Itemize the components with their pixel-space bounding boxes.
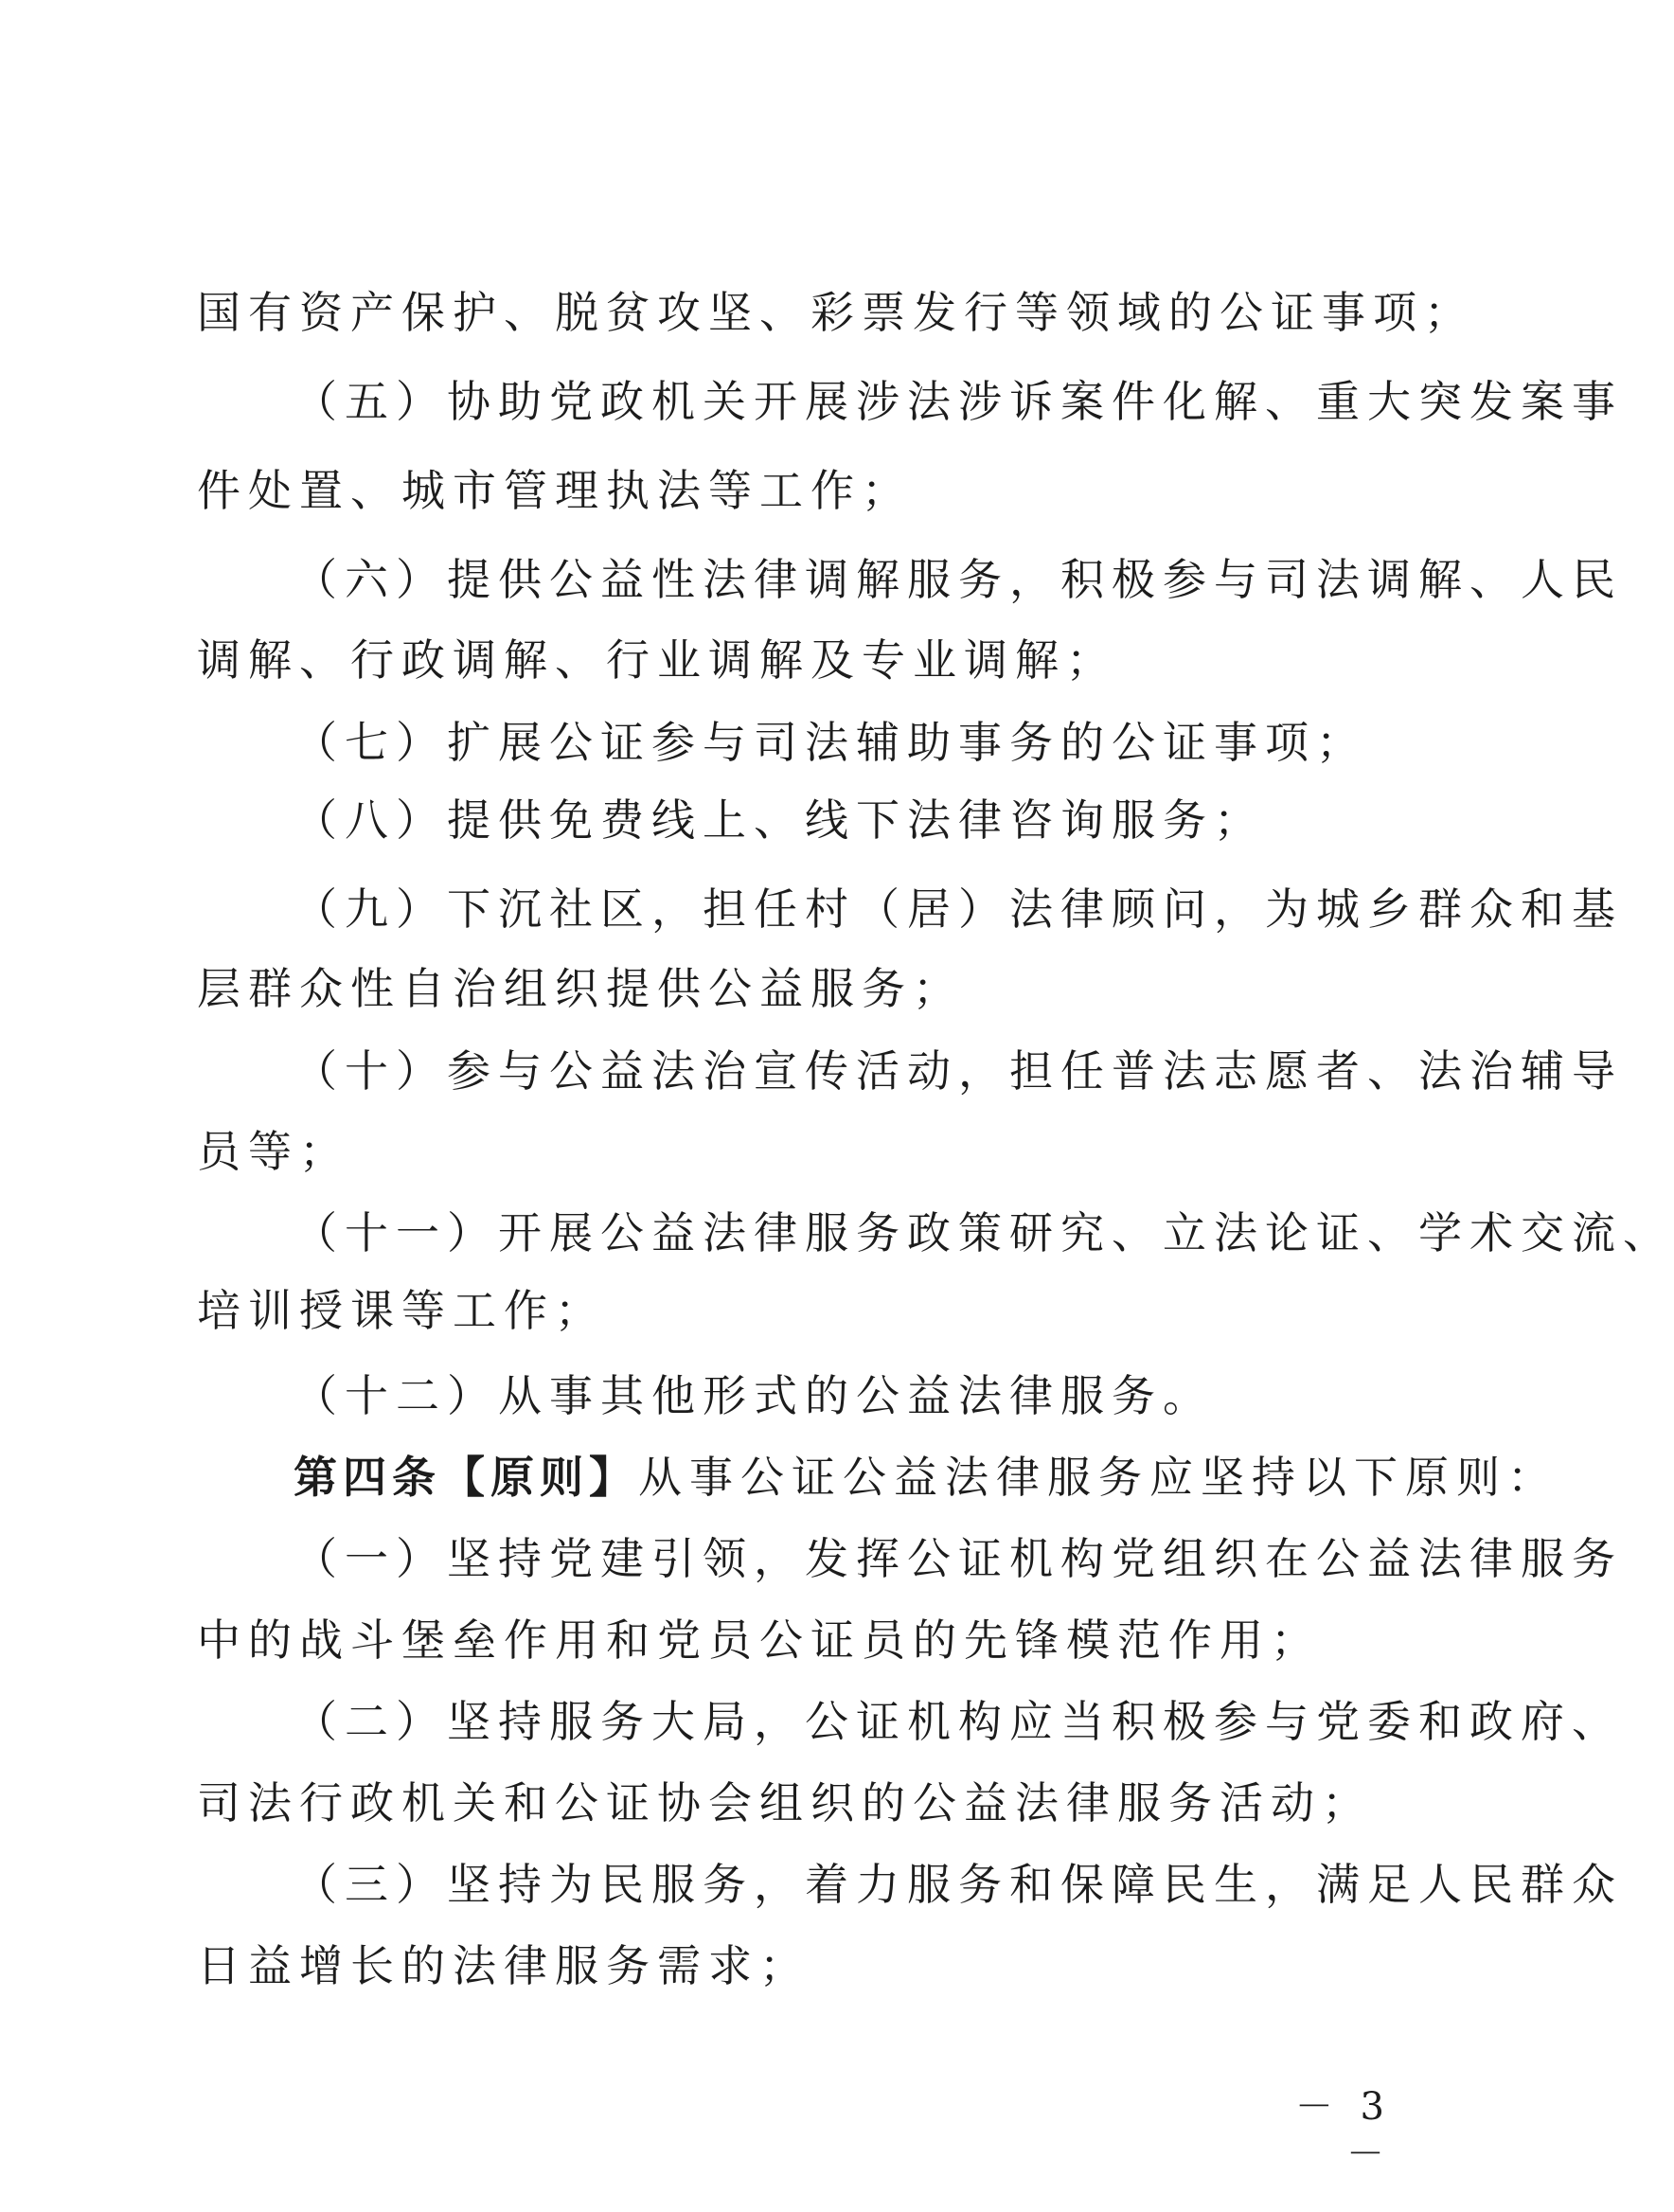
text-line: 中的战斗堡垒作用和党员公证员的先锋模范作用； bbox=[197, 1614, 1322, 1666]
text-line: 员等； bbox=[197, 1126, 350, 1177]
text-line: 培训授课等工作； bbox=[197, 1285, 606, 1336]
text-line: 件处置、城市管理执法等工作； bbox=[197, 465, 913, 516]
text-line: 调解、行政调解、行业调解及专业调解； bbox=[197, 634, 1117, 686]
article-4-line bbox=[294, 1451, 1558, 1504]
text-line: （九）下沉社区，担任村（居）法律顾问，为城乡群众和基 bbox=[294, 883, 1623, 935]
text-line: 层群众性自治组织提供公益服务； bbox=[197, 963, 964, 1014]
text-line: （一）坚持党建引领，发挥公证机构党组织在公益法律服务 bbox=[294, 1533, 1623, 1584]
text-line: 国有资产保护、脱贫攻坚、彩票发行等领域的公证事项； bbox=[197, 287, 1475, 338]
text-line: （五）协助党政机关开展涉法涉诉案件化解、重大突发案事 bbox=[294, 376, 1623, 427]
text-line: （十一）开展公益法律服务政策研究、立法论证、学术交流、 bbox=[294, 1207, 1674, 1258]
text-line: （三）坚持为民服务，着力服务和保障民生，满足人民群众 bbox=[294, 1859, 1623, 1910]
text-line: （二）坚持服务大局，公证机构应当积极参与党委和政府、 bbox=[294, 1696, 1623, 1747]
page-number: － 3 － bbox=[1294, 2085, 1392, 2176]
text-line: 日益增长的法律服务需求； bbox=[197, 1940, 810, 1991]
text-line: （八）提供免费线上、线下法律咨询服务； bbox=[294, 794, 1265, 846]
text-line: 司法行政机关和公证协会组织的公益法律服务活动； bbox=[197, 1777, 1373, 1828]
article-heading: 第四条【原则】 bbox=[294, 1452, 638, 1503]
text-line: （十）参与公益法治宣传活动，担任普法志愿者、法治辅导 bbox=[294, 1045, 1623, 1097]
text-line: 从事公证公益法律服务应坚持以下原则： bbox=[638, 1452, 1558, 1503]
text-line: （十二）从事其他形式的公益法律服务。 bbox=[294, 1370, 1214, 1421]
text-line: （七）扩展公证参与司法辅助事务的公证事项； bbox=[294, 717, 1367, 768]
text-line: （六）提供公益性法律调解服务，积极参与司法调解、人民 bbox=[294, 554, 1623, 605]
